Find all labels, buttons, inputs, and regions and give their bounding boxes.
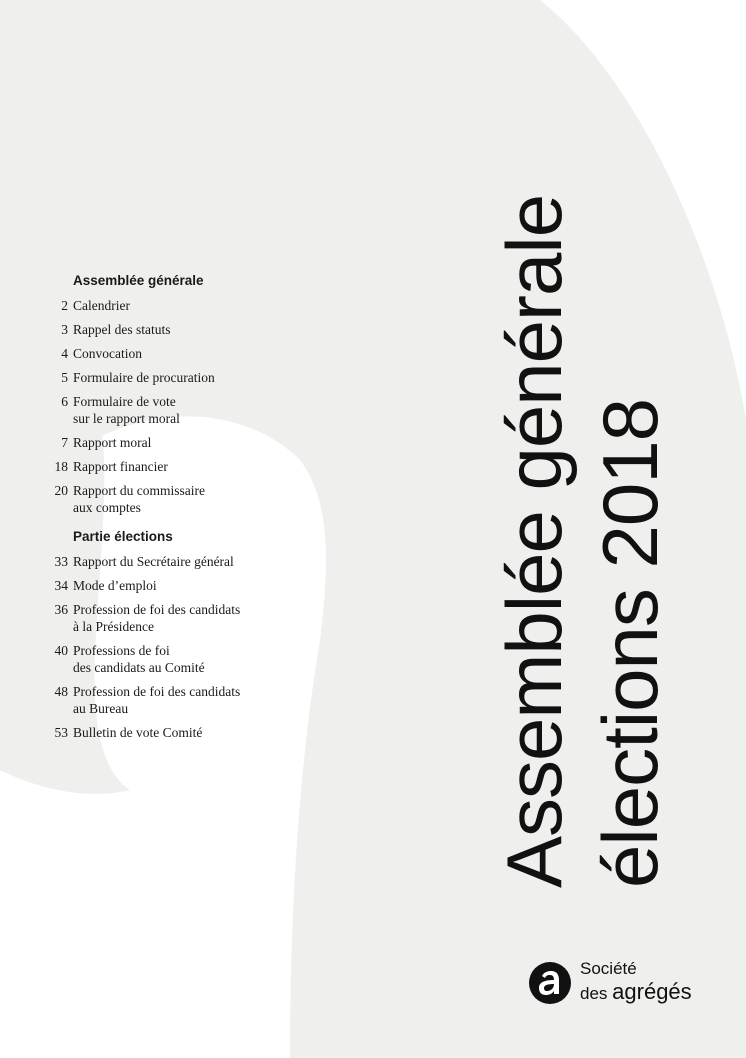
letter-a-circle-icon (528, 961, 572, 1005)
toc-entry[interactable] (40, 577, 300, 594)
entry-label: Rapport du commissaire aux comptes (73, 483, 205, 515)
logo-text-agreges: agrégés (612, 979, 692, 1004)
toc-entry[interactable] (40, 724, 300, 741)
entry-label: Rapport moral (73, 435, 152, 450)
toc-entry[interactable] (40, 458, 300, 475)
entry-label: Formulaire de vote sur le rapport moral (73, 394, 180, 426)
toc-entry[interactable] (40, 642, 300, 676)
entry-label: Professions de foi des candidats au Comité (73, 643, 205, 675)
toc-entry[interactable] (40, 321, 300, 338)
page-number: 40 (54, 643, 68, 658)
page-number: 2 (61, 298, 68, 313)
entry-label: Profession de foi des candidats au Bureau (73, 684, 241, 716)
table-of-contents (40, 272, 300, 741)
section-title-assemblee: Assemblée générale (73, 273, 204, 288)
page-number: 6 (61, 394, 68, 409)
entry-label: Rapport du Secrétaire général (73, 554, 234, 569)
toc-entry[interactable] (40, 345, 300, 362)
entry-label: Rappel des statuts (73, 322, 171, 337)
toc-entry[interactable] (40, 369, 300, 386)
entry-label: Bulletin de vote Comité (73, 725, 203, 740)
page-number: 5 (61, 370, 68, 385)
toc-entry[interactable] (40, 553, 300, 570)
societe-des-agreges-logo (528, 958, 708, 1008)
page-number: 4 (61, 346, 68, 361)
logo-text-des-agreges (580, 979, 692, 1005)
toc-entry[interactable] (40, 393, 300, 427)
toc-entry[interactable] (40, 434, 300, 451)
toc-entry[interactable] (40, 683, 300, 717)
page-number: 48 (54, 684, 68, 699)
section-title-elections: Partie élections (73, 529, 173, 544)
toc-entry[interactable] (40, 601, 300, 635)
entry-label: Formulaire de procuration (73, 370, 215, 385)
page-number: 34 (54, 578, 68, 593)
entry-label: Profession de foi des candidats à la Présidence (73, 602, 241, 634)
page-number: 3 (61, 322, 68, 337)
page-number: 33 (54, 554, 68, 569)
page-number: 53 (54, 725, 68, 740)
entry-label: Convocation (73, 346, 142, 361)
entry-label: Mode d’emploi (73, 578, 157, 593)
page-number: 20 (54, 483, 68, 498)
toc-entry[interactable] (40, 482, 300, 516)
entry-label: Rapport financier (73, 459, 168, 474)
logo-text-societe: Société (580, 959, 637, 978)
logo-text-des: des (580, 984, 608, 1003)
toc-entry[interactable] (40, 297, 300, 314)
page-number: 18 (54, 459, 68, 474)
page-number: 7 (61, 435, 68, 450)
entry-label: Calendrier (73, 298, 130, 313)
page-number: 36 (54, 602, 68, 617)
cover-title: Assemblée générale élections 2018 (490, 194, 674, 888)
